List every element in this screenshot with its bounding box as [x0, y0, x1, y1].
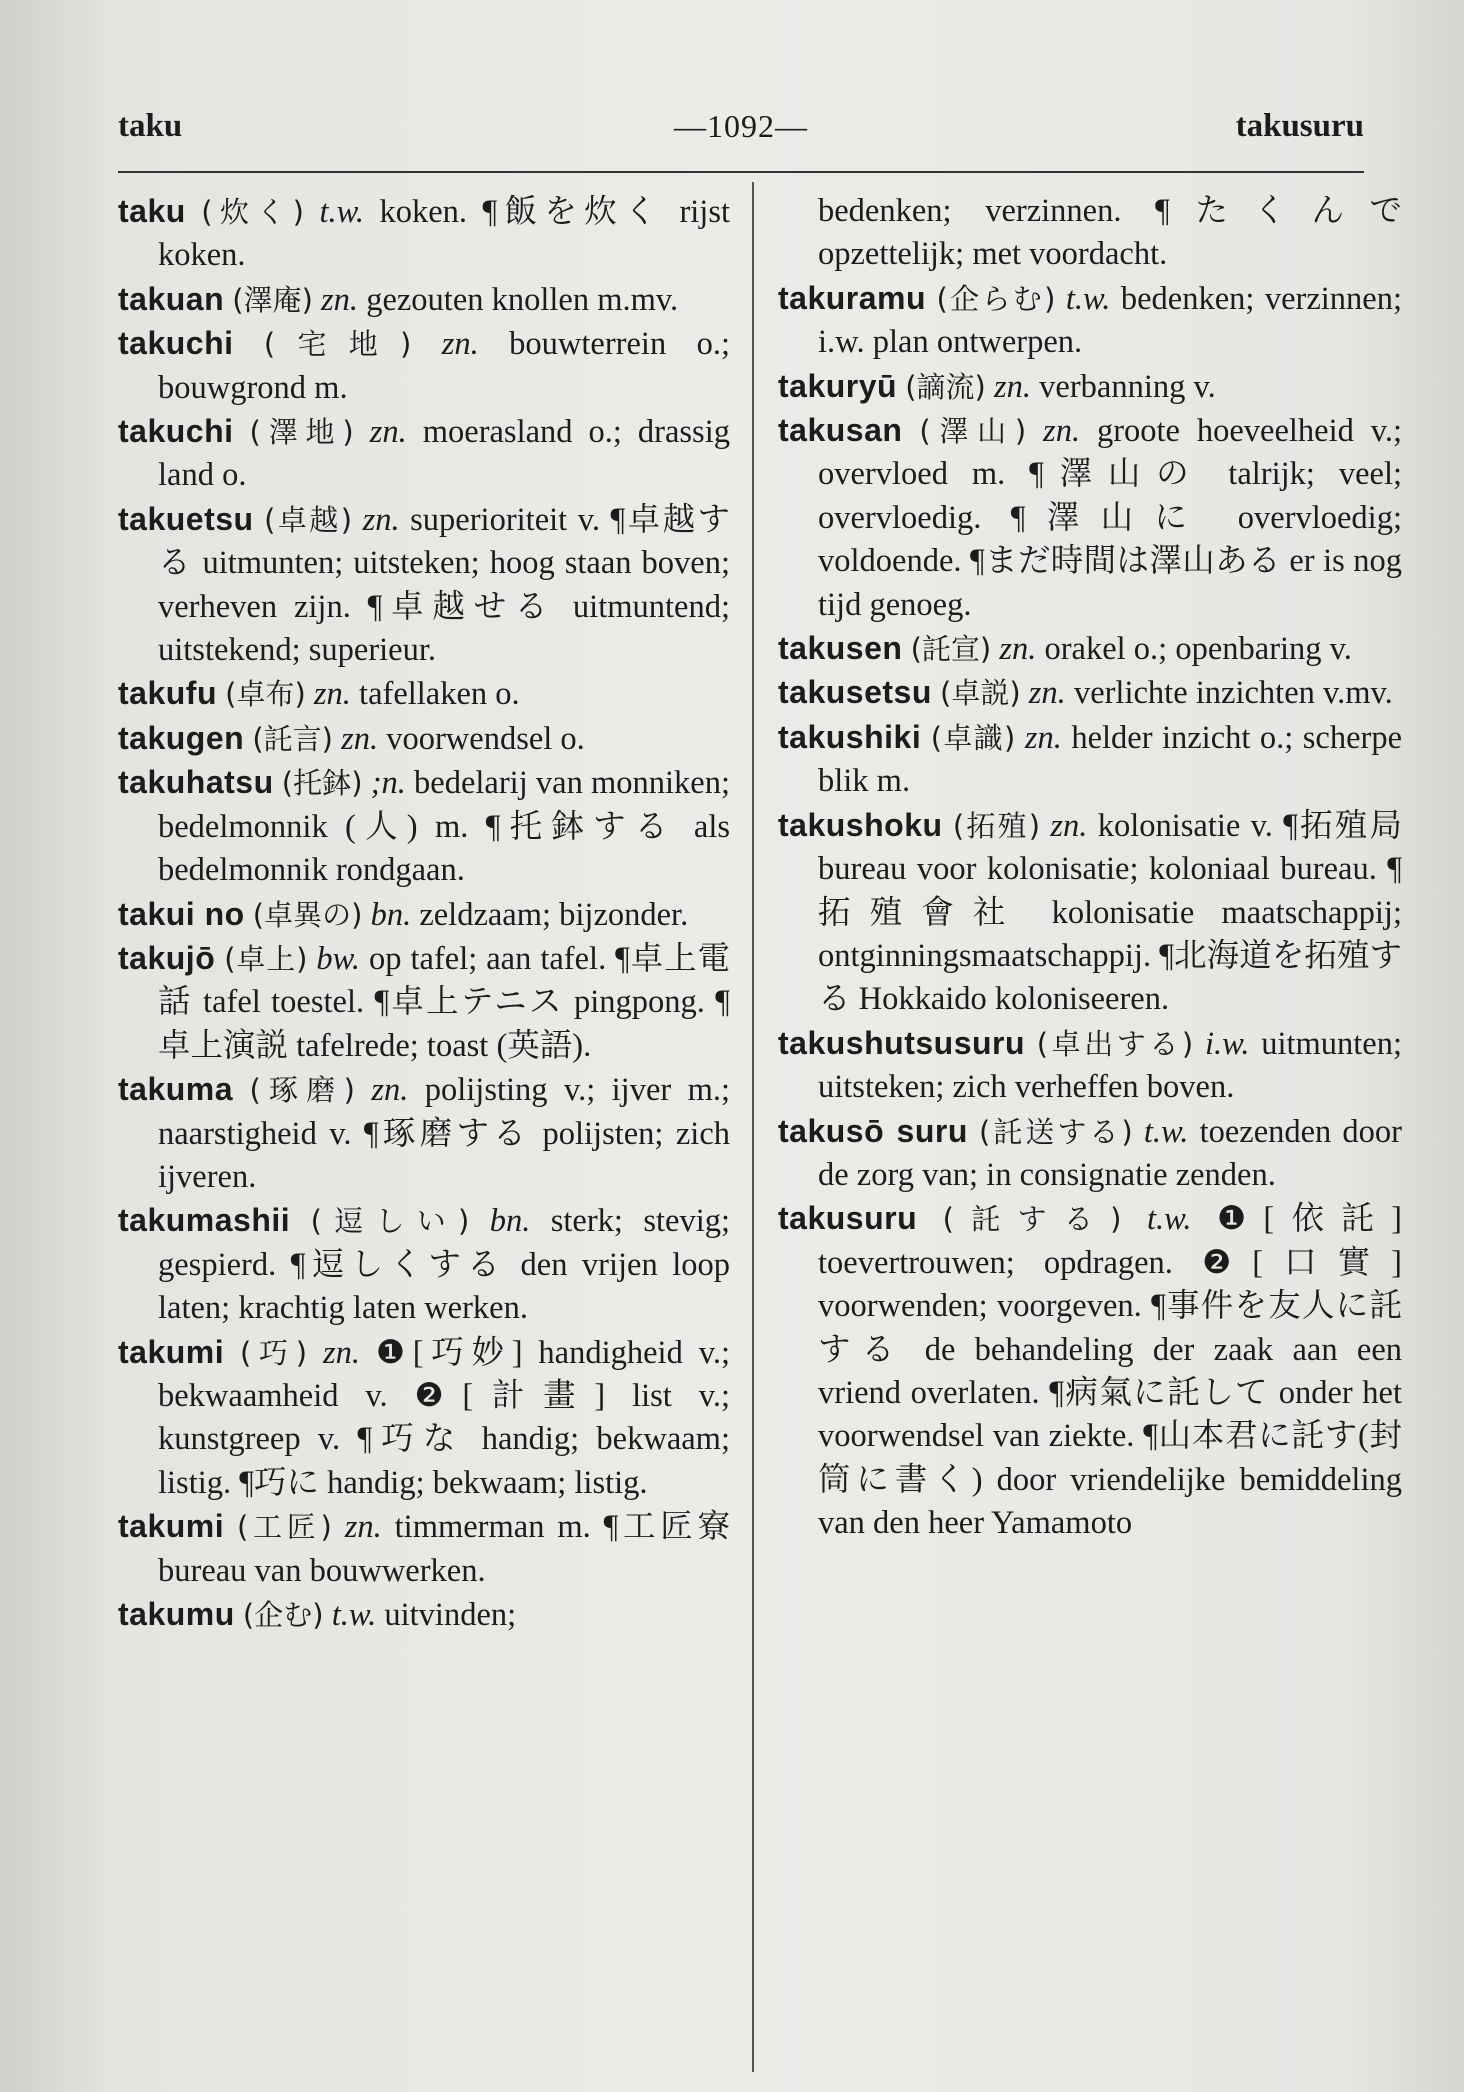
- entry-kanji: (拓殖): [952, 808, 1041, 843]
- entry-grammar: t.w.: [331, 1597, 377, 1633]
- entry-definition: gezouten knollen m.mv.: [366, 281, 679, 318]
- entry-headword: takuetsu: [118, 500, 254, 537]
- dictionary-entry: [778, 277, 1402, 365]
- entry-grammar: zn.: [999, 631, 1037, 668]
- dictionary-entry: [778, 409, 1402, 627]
- entry-kanji: (卓出する): [1036, 1026, 1194, 1061]
- dictionary-entry: [118, 322, 730, 410]
- entry-headword: takusetsu: [778, 674, 932, 711]
- entry-headword: takufu: [118, 675, 217, 712]
- page-number: —1092—: [674, 108, 808, 144]
- entry-definition: zeldzaam; bijzonder.: [419, 896, 689, 933]
- entry-headword: takuramu: [778, 279, 927, 316]
- entry-kanji: (企らむ): [936, 281, 1056, 316]
- dictionary-entry: [778, 1197, 1402, 1545]
- dictionary-entry: [118, 1331, 730, 1506]
- right-column: [778, 190, 1402, 2062]
- dictionary-entry: [778, 1022, 1402, 1110]
- entry-headword: takushoku: [778, 806, 943, 843]
- entry-headword: takusō suru: [778, 1112, 968, 1149]
- entry-headword: takushutsusuru: [778, 1024, 1026, 1061]
- entry-definition: toezenden door de zorg van; in consignatie zenden.: [818, 1113, 1402, 1193]
- entry-grammar: zn.: [341, 720, 379, 757]
- entry-grammar: bn.: [489, 1203, 531, 1240]
- entry-kanji: (企む): [242, 1598, 324, 1632]
- column-divider: [752, 182, 754, 2072]
- dictionary-entry: [118, 498, 730, 673]
- entry-definition: ❶[巧妙] handigheid v.; bekwaamheid v. ❷[計畫] list v.; kunstgreep v. ¶巧な handig; bekwaam; listig. ¶巧に handig; bekwaam; listig.: [158, 1334, 730, 1501]
- entry-headword: takuryū: [778, 367, 898, 404]
- dictionary-entry: [118, 717, 730, 761]
- entry-grammar: t.w.: [1065, 280, 1111, 317]
- entry-headword: takusan: [778, 412, 903, 449]
- entry-grammar: i.w.: [1204, 1025, 1250, 1062]
- entry-kanji: (澤庵): [232, 282, 313, 317]
- entry-headword: takusuru: [778, 1200, 918, 1237]
- entry-definition: uitmunten; uitsteken; zich verheffen boven.: [818, 1025, 1402, 1106]
- dictionary-entry: [118, 1068, 730, 1199]
- entry-grammar: zn.: [371, 1072, 409, 1109]
- entry-grammar: zn.: [369, 414, 407, 451]
- entry-kanji: (托鉢): [281, 766, 363, 801]
- header-right-guide-word: takusuru: [1235, 108, 1364, 144]
- dictionary-entry: [118, 1505, 730, 1593]
- entry-grammar: zn.: [1043, 413, 1081, 450]
- dictionary-entry: [118, 937, 730, 1068]
- dictionary-entry: [778, 804, 1402, 1022]
- entry-definition: bouwterrein o.; bouwgrond m.: [158, 326, 730, 406]
- entry-grammar: zn.: [441, 326, 479, 363]
- entry-definition: koken. ¶飯を炊く rijst koken.: [158, 194, 730, 274]
- entry-grammar: t.w.: [319, 194, 364, 230]
- dictionary-entry: [778, 716, 1402, 804]
- entry-definition: polijsting v.; ijver m.; naarstigheid v. ¶琢磨する polijsten; zich ijveren.: [158, 1072, 730, 1195]
- entry-kanji: (卓布): [225, 677, 306, 712]
- dictionary-entry: [118, 893, 730, 937]
- entry-definition: superioriteit v. ¶卓越する uitmunten; uitsteken; hoog staan boven; verheven zijn. ¶卓越せる uitmuntend; uitstekend; superieur.: [158, 501, 730, 669]
- entry-definition: bedenken; verzinnen. ¶たくんで opzettelijk; met voordacht.: [818, 193, 1402, 273]
- dictionary-entry: [118, 672, 730, 716]
- entry-grammar: t.w.: [1146, 1201, 1192, 1238]
- dictionary-entry: [778, 627, 1402, 671]
- dictionary-entry: [778, 671, 1402, 715]
- entry-headword: takuchi: [118, 413, 234, 450]
- entry-kanji: (炊く): [201, 195, 304, 229]
- entry-definition: voorwendsel o.: [386, 720, 585, 757]
- entry-kanji: (巧): [240, 1335, 308, 1370]
- entry-grammar: zn.: [344, 1509, 382, 1546]
- entry-grammar: zn.: [362, 501, 400, 538]
- page-header: [118, 108, 1364, 156]
- entry-kanji: (託言): [252, 721, 333, 756]
- entry-headword: takumi: [118, 1333, 225, 1370]
- entry-grammar: zn.: [313, 676, 351, 713]
- entry-definition: bedenken; verzinnen; i.w. plan ontwerpen.: [818, 280, 1402, 361]
- entry-definition: ❶[依託] toevertrouwen; opdragen. ❷[口實] voorwenden; voorgeven. ¶事件を友人に託する de behandeling der zaak aan een vriend overlaten. ¶病氣に託して onder het voorwendsel van ziekte. ¶山本君に託す(封筒に書く) door vriendelijke bemiddeling van den heer Yamamoto: [818, 1201, 1402, 1542]
- entry-headword: takusen: [778, 630, 903, 667]
- entry-grammar: zn.: [1024, 719, 1062, 756]
- entry-kanji: (託宣): [910, 632, 992, 667]
- dictionary-entry: [118, 761, 730, 892]
- entry-definition: kolonisatie v. ¶拓殖局 bureau voor kolonisatie; koloniaal bureau. ¶拓殖會社 kolonisatie maatschappij; ontginningsmaatschappij. ¶北海道を拓殖する Hokkaido koloniseeren.: [818, 807, 1402, 1018]
- entry-grammar: zn.: [1028, 675, 1066, 712]
- entry-headword: takumu: [118, 1596, 235, 1632]
- entry-definition: orakel o.; openbaring v.: [1044, 631, 1352, 668]
- entry-definition: tafellaken o.: [359, 676, 520, 713]
- entry-kanji: (卓上): [224, 941, 308, 976]
- entry-headword: takushiki: [778, 718, 922, 755]
- entry-kanji: (託送する): [979, 1114, 1133, 1149]
- entry-kanji: (澤地): [249, 415, 354, 450]
- entry-grammar: bn.: [370, 896, 412, 933]
- dictionary-entry: [778, 365, 1402, 409]
- entry-definition: uitvinden;: [384, 1597, 517, 1633]
- dictionary-entry: [118, 190, 730, 278]
- entry-definition: verbanning v.: [1039, 368, 1216, 405]
- entry-headword: takuchi: [118, 325, 234, 362]
- entry-headword: takumi: [118, 1508, 225, 1545]
- entry-headword: takugen: [118, 719, 245, 756]
- entry-definition: groote hoeveelheid v.; overvloed m. ¶澤山の talrijk; veel; overvloedig. ¶澤山に overvloedig; voldoende. ¶まだ時間は澤山ある er is nog tijd genoeg.: [818, 413, 1402, 623]
- entry-grammar: ;n.: [370, 765, 406, 802]
- entry-kanji: (謫流): [905, 369, 986, 404]
- dictionary-entry: [118, 410, 730, 498]
- entry-headword: takujō: [118, 939, 216, 976]
- entry-definition: timmerman m. ¶工匠寮 bureau van bouwwerken.: [158, 1509, 730, 1589]
- entry-definition: bedelarij van monniken; bedelmonnik (人) m. ¶托鉢する als bedelmonnik rondgaan.: [158, 765, 730, 889]
- left-column: [118, 190, 730, 2062]
- entry-definition: helder inzicht o.; scherpe blik m.: [818, 719, 1402, 800]
- entry-headword: taku: [118, 193, 186, 229]
- header-rule: [118, 171, 1364, 173]
- entry-grammar: bw.: [316, 940, 361, 977]
- entry-kanji: (宅地): [263, 327, 412, 362]
- entry-headword: takuhatsu: [118, 764, 274, 801]
- entry-kanji: (卓越): [264, 502, 353, 537]
- entry-kanji: (卓異の): [252, 897, 363, 932]
- entry-kanji: (工匠): [237, 1510, 332, 1545]
- entry-kanji: (託する): [942, 1202, 1122, 1237]
- entry-definition: sterk; stevig; gespierd. ¶逗しくする den vrijen loop laten; krachtig laten werken.: [158, 1203, 730, 1327]
- dictionary-entry: [118, 278, 730, 322]
- entry-headword: takuma: [118, 1071, 234, 1108]
- entry-headword: takui no: [118, 895, 245, 932]
- entry-definition: moerasland o.; drassig land o.: [158, 414, 730, 494]
- header-left-guide-word: taku: [118, 108, 183, 144]
- entry-grammar: zn.: [1050, 807, 1088, 844]
- entry-headword: takuan: [118, 280, 225, 317]
- dictionary-entry: [118, 1199, 730, 1330]
- entry-kanji: (澤山): [919, 414, 1027, 449]
- entry-grammar: t.w.: [1143, 1113, 1189, 1150]
- entry-grammar: zn.: [322, 1334, 360, 1371]
- dictionary-entry: [778, 190, 1402, 277]
- entry-kanji: (卓識): [930, 720, 1016, 755]
- entry-headword: takumashii: [118, 1202, 291, 1239]
- entry-kanji: (琢磨): [249, 1073, 355, 1108]
- dictionary-entry: [778, 1110, 1402, 1198]
- entry-grammar: zn.: [321, 281, 359, 318]
- entry-definition: op tafel; aan tafel. ¶卓上電話 tafel toestel. ¶卓上テニス pingpong. ¶卓上演説 tafelrede; toast (英語).: [158, 940, 730, 1064]
- entry-definition: verlichte inzichten v.mv.: [1073, 675, 1393, 712]
- entry-grammar: zn.: [993, 368, 1032, 405]
- entry-kanji: (卓説): [940, 676, 1021, 711]
- entry-kanji: (逗しい): [310, 1204, 470, 1239]
- dictionary-entry: [118, 1593, 730, 1637]
